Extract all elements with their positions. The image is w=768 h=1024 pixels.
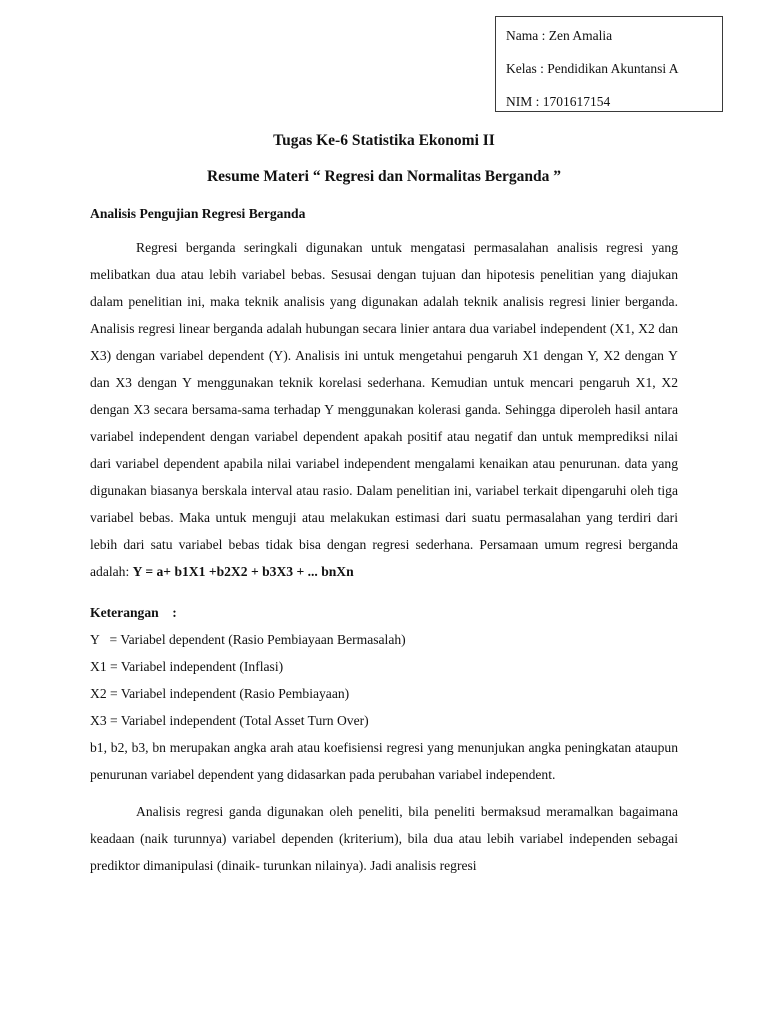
keterangan-note: b1, b2, b3, bn merupakan angka arah atau koefisiensi regresi yang menunjukan angka peningkatan ataupun penurunan variabel dependent yang didasarkan pada perubahan variabel independent. [90,740,678,782]
document-body [90,204,678,879]
section-heading: Analisis Pengujian Regresi Berganda [90,206,306,221]
keterangan-item-y: Y = Variabel dependent (Rasio Pembiayaan Bermasalah) [90,632,406,647]
keterangan-title: Keterangan : [90,605,177,620]
keterangan-item-x1: X1 = Variabel independent (Inflasi) [90,659,284,674]
paragraph-1-text: Regresi berganda seringkali digunakan untuk mengatasi permasalahan analisis regresi yang melibatkan dua atau lebih variabel bebas. Sesusai dengan tujuan dan hipotesis penelitian yang diajukan dalam penelitian ini, maka teknik analisis yang digunakan adalah teknik analisis regresi linier berganda. Analisis regresi linear berganda adalah hubungan secara linier antara dua variabel independent (X1, X2 dan X3) dengan variabel dependent (Y). Analisis ini untuk mengetahui pengaruh X1 dengan Y, X2 dengan Y dan X3 dengan Y menggunakan teknik korelasi sederhana. Kemudian untuk mencari pengaruh X1, X2 dengan X3 secara bersama-sama terhadap Y menggunakan kolerasi ganda. Sehingga diperoleh hasil antara variabel independent dengan variabel dependent apakah positif atau negatif dan untuk memprediksi nilai dari variabel dependent apabila nilai variabel independent mengalami kenaikan atau penurunan. data yang digunakan biasanya berskala interval atau rasio. Dalam penelitian ini, variabel terkait dipengaruhi oleh tiga variabel bebas. Maka untuk menguji atau melakukan estimasi dari suatu permasalahan yang terdiri dari lebih dari satu variabel bebas tidak bisa dengan regresi sederhana. Persamaan umum regresi berganda adalah: [90,240,678,579]
keterangan-item-x2: X2 = Variabel independent (Rasio Pembiayaan) [90,686,350,701]
document-title: Tugas Ke-6 Statistika Ekonomi II [273,132,495,149]
student-name: Nama : Zen Amalia [506,28,613,43]
keterangan-item-x3: X3 = Variabel independent (Total Asset Turn Over) [90,713,369,728]
student-class: Kelas : Pendidikan Akuntansi A [506,61,679,76]
regression-equation: Y = a+ b1X1 +b2X2 + b3X3 + ... bnXn [132,564,354,579]
document-subtitle: Resume Materi “ Regresi dan Normalitas Berganda ” [206,168,561,185]
body-paragraph-2: Analisis regresi ganda digunakan oleh peneliti, bila peneliti bermaksud meramalkan bagaimana keadaan (naik turunnya) variabel dependen (kriterium), bila dua atau lebih variabel independen sebagai prediktor dimanipulasi (dinaik- turunkan nilainya). Jadi analisis regresi [90,804,678,873]
student-nim: NIM : 1701617154 [506,94,611,109]
body-paragraph-1 [90,234,678,585]
student-info-box [495,16,723,112]
